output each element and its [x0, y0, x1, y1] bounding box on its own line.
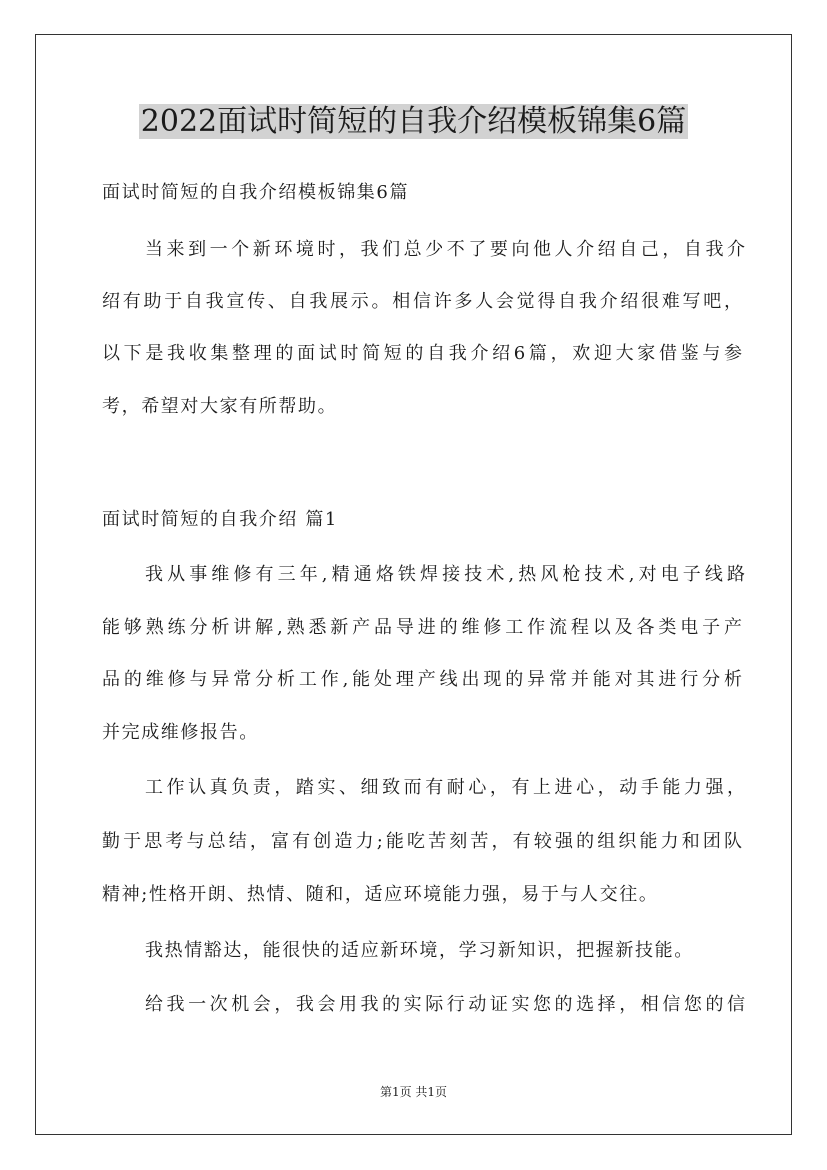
intro-line-4: 考，希望对大家有所帮助。	[102, 396, 338, 417]
para3-line-1: 我热情豁达，能很快的适应新环境，学习新知识，把握新技能。	[145, 940, 694, 961]
intro-line-2: 绍有助于自我宣传、自我展示。相信许多人会觉得自我介绍很难写吧，	[102, 291, 742, 312]
section-heading-1: 面试时简短的自我介绍 篇1	[102, 509, 338, 530]
para1-line-2: 能够熟练分析讲解,熟悉新产品导进的维修工作流程以及各类电子产	[102, 617, 742, 638]
intro-line-3: 以下是我收集整理的面试时简短的自我介绍6篇，欢迎大家借鉴与参	[102, 343, 742, 364]
document-title	[0, 100, 827, 144]
para4-line-1: 给我一次机会，我会用我的实际行动证实您的选择，相信您的信	[145, 994, 745, 1015]
page-footer: 第1页 共1页	[379, 1085, 448, 1099]
intro-line-1: 当来到一个新环境时，我们总少不了要向他人介绍自己，自我介	[145, 239, 745, 260]
para2-line-3: 精神;性格开朗、热情、随和，适应环境能力强，易于与人交往。	[102, 884, 659, 905]
para2-line-2: 勤于思考与总结，富有创造力;能吃苦刻苦，有较强的组织能力和团队	[102, 831, 742, 852]
para1-line-4: 并完成维修报告。	[102, 722, 259, 743]
document-title-text: 2022面试时简短的自我介绍模板锦集6篇	[140, 104, 687, 139]
document-subtitle: 面试时简短的自我介绍模板锦集6篇	[102, 182, 410, 203]
para2-line-1: 工作认真负责，踏实、细致而有耐心，有上进心，动手能力强，	[145, 777, 745, 798]
para1-line-3: 品的维修与异常分析工作,能处理产线出现的异常并能对其进行分析	[102, 669, 742, 690]
para1-line-1: 我从事维修有三年,精通烙铁焊接技术,热风枪技术,对电子线路	[145, 564, 745, 585]
